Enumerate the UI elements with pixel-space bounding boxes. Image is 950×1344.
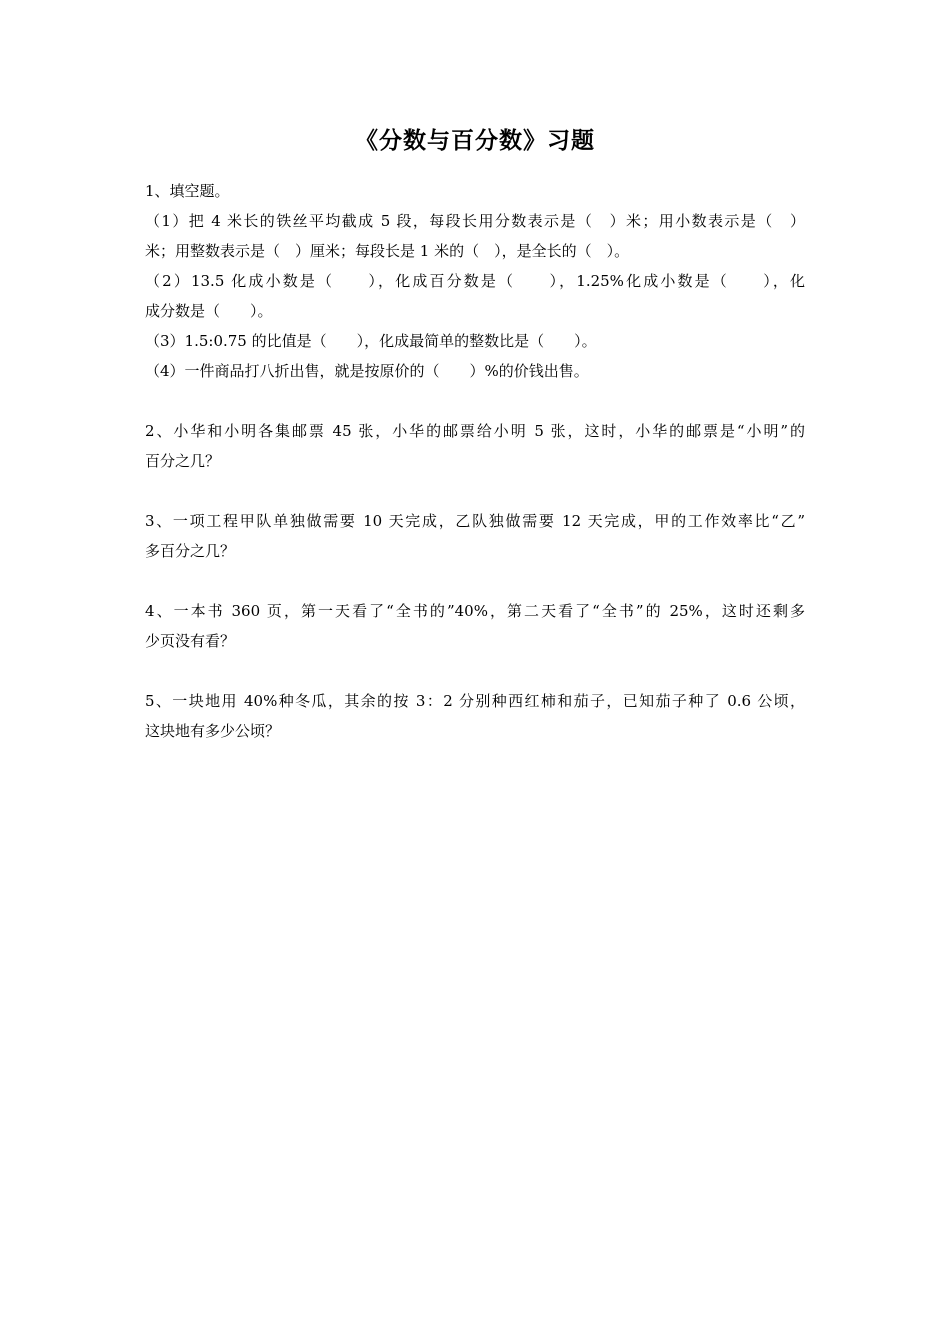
question-3-line-1: 3、一项工程甲队单独做需要 10 天完成，乙队独做需要 12 天完成，甲的工作效率比“乙” [145, 512, 805, 530]
question-1-item-2-line-1: （2）13.5 化成小数是（ ），化成百分数是（ ），1.25%化成小数是（ ），化 [145, 272, 805, 290]
question-2-line-1: 2、小华和小明各集邮票 45 张，小华的邮票给小明 5 张，这时，小华的邮票是“小明”的 [145, 422, 805, 440]
question-4-line-1: 4、一本书 360 页，第一天看了“全书的”40%，第二天看了“全书”的 25%，这时还剩多 [145, 602, 805, 620]
question-1-heading: 1、填空题。 [145, 182, 230, 200]
question-1-item-2-line-2: 成分数是（ ）。 [145, 302, 273, 320]
page-title: 《分数与百分数》习题 [355, 128, 595, 154]
question-5-line-1: 5、一块地用 40%种冬瓜，其余的按 3：2 分别种西红柿和茄子，已知茄子种了 0.6 公顷， [145, 692, 805, 710]
question-2-line-2: 百分之几？ [145, 452, 221, 470]
question-1-item-4: （4）一件商品打八折出售，就是按原价的（ ）%的价钱出售。 [145, 362, 589, 380]
exercise-content [145, 176, 805, 746]
question-5-line-2: 这块地有多少公顷？ [145, 722, 281, 740]
question-1-item-3: （3）1.5:0.75 的比值是（ ），化成最简单的整数比是（ ）。 [145, 332, 597, 350]
question-1-item-1-line-2: 米；用整数表示是（ ）厘米；每段长是 1 米的（ ），是全长的（ ）。 [145, 242, 630, 260]
question-1-item-1-line-1: （1）把 4 米长的铁丝平均截成 5 段，每段长用分数表示是（ ）米；用小数表示是（ ） [145, 212, 805, 230]
question-4-line-2: 少页没有看？ [145, 632, 236, 650]
question-3-line-2: 多百分之几？ [145, 542, 236, 560]
